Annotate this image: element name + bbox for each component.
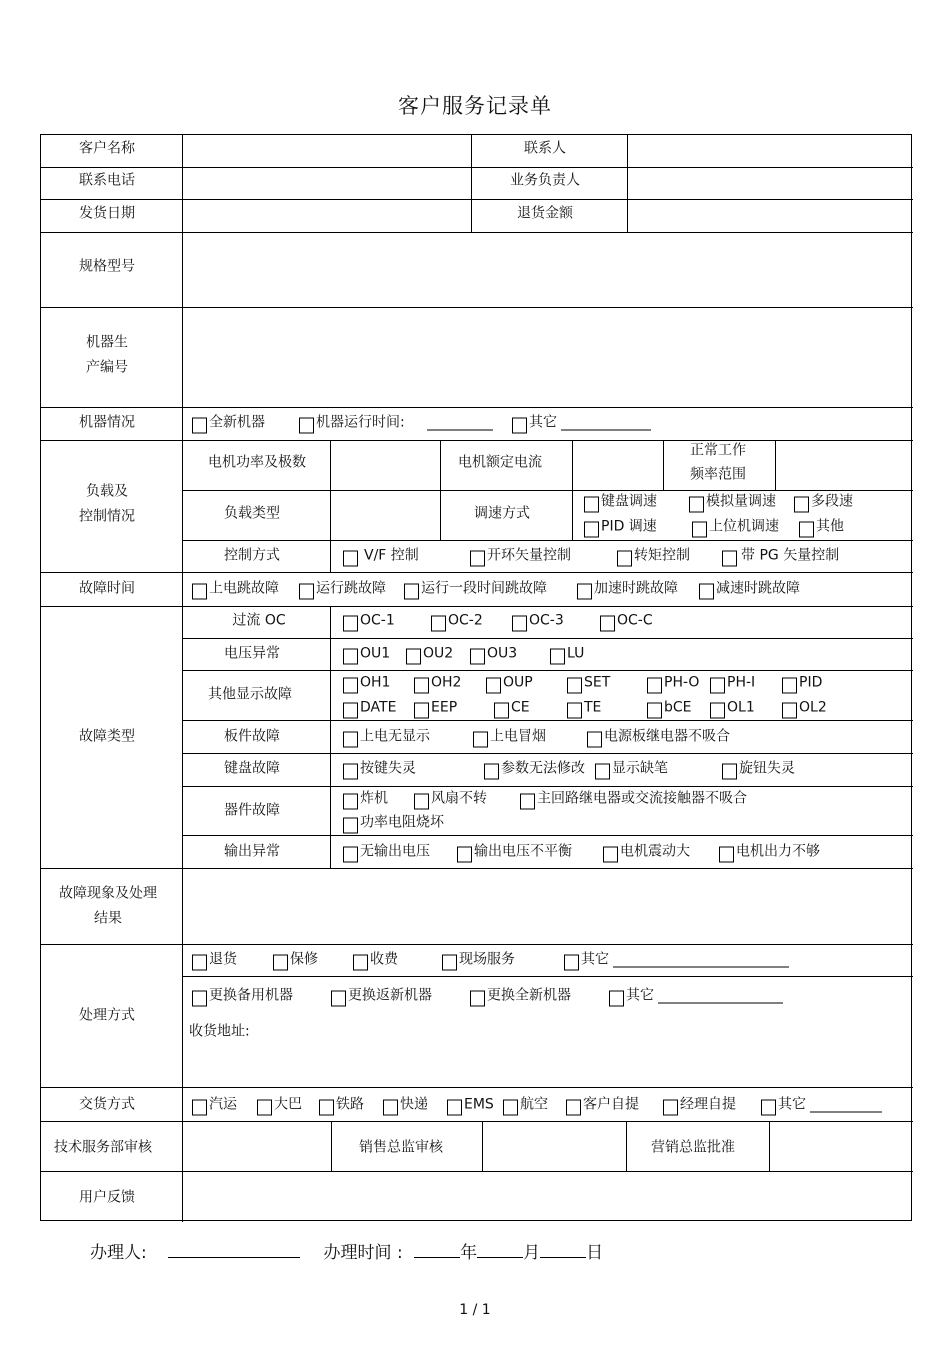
label-control-mode: 控制方式 (224, 547, 280, 564)
label-normal-freq-2: 频率范围 (690, 466, 746, 483)
label-sales-review: 销售总监审核 (359, 1139, 443, 1156)
checkbox-manager-pickup[interactable]: 经理自提 (663, 1097, 736, 1114)
checkbox-handling-other-1[interactable]: 其它 (564, 952, 789, 969)
label-handling: 处理方式 (79, 1007, 135, 1024)
checkbox-handling-other-2[interactable]: 其它 (609, 988, 783, 1005)
label-machine-status: 机器情况 (79, 414, 135, 431)
checkbox-host-speed[interactable]: 上位机调速 (692, 519, 779, 536)
checkbox-pid[interactable]: PID (782, 675, 822, 692)
label-board-fault: 板件故障 (224, 728, 280, 745)
label-other-display: 其他显示故障 (208, 686, 292, 703)
checkbox-new-machine[interactable]: 全新机器 (192, 415, 265, 432)
checkbox-motor-weak[interactable]: 电机出力不够 (719, 844, 820, 861)
checkbox-motor-vibration[interactable]: 电机震动大 (603, 844, 690, 861)
handler-label: 办理人: (90, 1243, 147, 1263)
checkbox-param-locked[interactable]: 参数无法修改 (484, 761, 585, 778)
checkbox-ol2[interactable]: OL2 (782, 700, 827, 717)
label-tech-review: 技术服务部审核 (54, 1139, 152, 1156)
label-voltage-abnormal: 电压异常 (224, 645, 280, 662)
checkbox-return[interactable]: 退货 (192, 952, 237, 969)
checkbox-oh1[interactable]: OH1 (343, 675, 390, 692)
checkbox-torque-control[interactable]: 转矩控制 (617, 548, 690, 565)
label-keypad-fault: 键盘故障 (224, 760, 280, 777)
checkbox-warranty[interactable]: 保修 (273, 952, 318, 969)
label-motor-current: 电机额定电流 (458, 454, 542, 471)
label-spec-model: 规格型号 (79, 258, 135, 275)
checkbox-key-fail[interactable]: 按键失灵 (343, 761, 416, 778)
checkbox-air[interactable]: 航空 (503, 1097, 548, 1114)
checkbox-accel-fault[interactable]: 加速时跳故障 (577, 581, 678, 598)
label-fault-time: 故障时间 (79, 580, 135, 597)
checkbox-run-time[interactable]: 机器运行时间: (299, 415, 493, 432)
label-sales-rep: 业务负责人 (510, 172, 580, 189)
year-label: 年 (460, 1243, 478, 1263)
label-overcurrent: 过流 OC (232, 612, 286, 629)
service-record-form (40, 134, 912, 1221)
label-customer-name: 客户名称 (79, 140, 135, 157)
month-label: 月 (523, 1243, 541, 1263)
label-load-control-1: 负载及 (86, 483, 128, 500)
label-motor-power: 电机功率及极数 (208, 454, 306, 471)
checkbox-no-output[interactable]: 无输出电压 (343, 844, 430, 861)
label-component-fault: 器件故障 (224, 802, 280, 819)
day-field[interactable] (540, 1241, 586, 1258)
label-delivery: 交货方式 (79, 1096, 135, 1113)
checkbox-delivery-other[interactable]: 其它 (761, 1097, 882, 1114)
checkbox-date[interactable]: DATE (343, 700, 396, 717)
page-number: 1 / 1 (459, 1302, 491, 1318)
label-ship-date: 发货日期 (79, 205, 135, 222)
checkbox-express[interactable]: 快递 (383, 1097, 428, 1114)
checkbox-ol1[interactable]: OL1 (710, 700, 755, 717)
checkbox-pid-speed[interactable]: PID 调速 (584, 519, 657, 536)
checkbox-main-relay[interactable]: 主回路继电器或交流接触器不吸合 (520, 791, 747, 808)
checkbox-oc3[interactable]: OC-3 (512, 613, 564, 630)
label-feedback: 用户反馈 (79, 1189, 135, 1206)
checkbox-analog-speed[interactable]: 模拟量调速 (689, 494, 776, 511)
checkbox-machine-other[interactable]: 其它 (512, 415, 651, 432)
checkbox-oc2[interactable]: OC-2 (431, 613, 483, 630)
checkbox-relay-no-pull[interactable]: 电源板继电器不吸合 (587, 729, 730, 746)
checkbox-pg-vector[interactable]: 带 PG 矢量控制 (722, 548, 839, 565)
page-title: 客户服务记录单 (398, 94, 552, 118)
label-phenomenon-1: 故障现象及处理 (59, 885, 157, 902)
handler-field[interactable] (168, 1241, 300, 1258)
checkbox-eep[interactable]: EEP (414, 700, 457, 717)
checkbox-ou1[interactable]: OU1 (343, 646, 390, 663)
checkbox-spare-machine[interactable]: 更换备用机器 (192, 988, 293, 1005)
checkbox-knob-fail[interactable]: 旋钮失灵 (722, 761, 795, 778)
month-field[interactable] (477, 1241, 523, 1258)
checkbox-power-on-fault[interactable]: 上电跳故障 (192, 581, 279, 598)
checkbox-customer-pickup[interactable]: 客户自提 (566, 1097, 639, 1114)
checkbox-set[interactable]: SET (567, 675, 610, 692)
checkbox-bus[interactable]: 大巴 (257, 1097, 302, 1114)
label-serial-2: 产编号 (86, 359, 128, 376)
checkbox-oup[interactable]: OUP (486, 675, 533, 692)
checkbox-pho[interactable]: PH-O (647, 675, 699, 692)
checkbox-output-unbalanced[interactable]: 输出电压不平衡 (457, 844, 572, 861)
checkbox-fan-stop[interactable]: 风扇不转 (414, 791, 487, 808)
handle-time-label: 办理时间 : (323, 1243, 403, 1263)
checkbox-occ[interactable]: OC-C (600, 613, 653, 630)
checkbox-bce[interactable]: bCE (647, 700, 692, 717)
label-fault-type: 故障类型 (79, 728, 135, 745)
label-receive-address: 收货地址: (189, 1023, 250, 1040)
checkbox-ou2[interactable]: OU2 (406, 646, 453, 663)
label-output-abnormal: 输出异常 (224, 843, 280, 860)
checkbox-brand-new-machine[interactable]: 更换全新机器 (470, 988, 571, 1005)
checkbox-refurb-machine[interactable]: 更换返新机器 (331, 988, 432, 1005)
checkbox-resistor-burn[interactable]: 功率电阻烧坏 (343, 815, 444, 832)
checkbox-oh2[interactable]: OH2 (414, 675, 461, 692)
checkbox-multi-speed[interactable]: 多段速 (794, 494, 853, 511)
checkbox-ce[interactable]: CE (494, 700, 530, 717)
checkbox-blowup[interactable]: 炸机 (343, 791, 388, 808)
label-marketing-approve: 营销总监批准 (651, 1139, 735, 1156)
day-label: 日 (586, 1243, 604, 1263)
checkbox-charge[interactable]: 收费 (353, 952, 398, 969)
checkbox-te[interactable]: TE (567, 700, 601, 717)
label-contact: 联系人 (524, 140, 566, 157)
year-field[interactable] (414, 1241, 460, 1258)
label-phone: 联系电话 (79, 172, 135, 189)
checkbox-no-display[interactable]: 上电无显示 (343, 729, 430, 746)
checkbox-speed-other[interactable]: 其他 (799, 519, 844, 536)
checkbox-vf-control[interactable]: V/F 控制 (343, 548, 419, 565)
checkbox-keypad-speed[interactable]: 键盘调速 (584, 494, 657, 511)
checkbox-oc1[interactable]: OC-1 (343, 613, 395, 630)
label-serial-1: 机器生 (86, 334, 128, 351)
checkbox-open-vector[interactable]: 开环矢量控制 (470, 548, 571, 565)
checkbox-lu[interactable]: LU (550, 646, 584, 663)
label-load-type: 负载类型 (224, 505, 280, 522)
label-refund-amount: 退货金额 (517, 205, 573, 222)
checkbox-ou3[interactable]: OU3 (470, 646, 517, 663)
checkbox-railway[interactable]: 铁路 (319, 1097, 364, 1114)
checkbox-onsite[interactable]: 现场服务 (442, 952, 515, 969)
checkbox-running-fault[interactable]: 运行跳故障 (299, 581, 386, 598)
label-load-control-2: 控制情况 (79, 508, 135, 525)
checkbox-phi[interactable]: PH-I (710, 675, 755, 692)
checkbox-decel-fault[interactable]: 减速时跳故障 (699, 581, 800, 598)
checkbox-truck[interactable]: 汽运 (192, 1097, 237, 1114)
label-normal-freq-1: 正常工作 (690, 442, 746, 459)
checkbox-ems[interactable]: EMS (447, 1097, 494, 1114)
label-phenomenon-2: 结果 (94, 910, 122, 927)
checkbox-after-while-fault[interactable]: 运行一段时间跳故障 (404, 581, 547, 598)
footer (90, 1238, 603, 1263)
checkbox-smoke[interactable]: 上电冒烟 (473, 729, 546, 746)
checkbox-display-missing[interactable]: 显示缺笔 (595, 761, 668, 778)
label-speed-mode: 调速方式 (474, 505, 530, 522)
